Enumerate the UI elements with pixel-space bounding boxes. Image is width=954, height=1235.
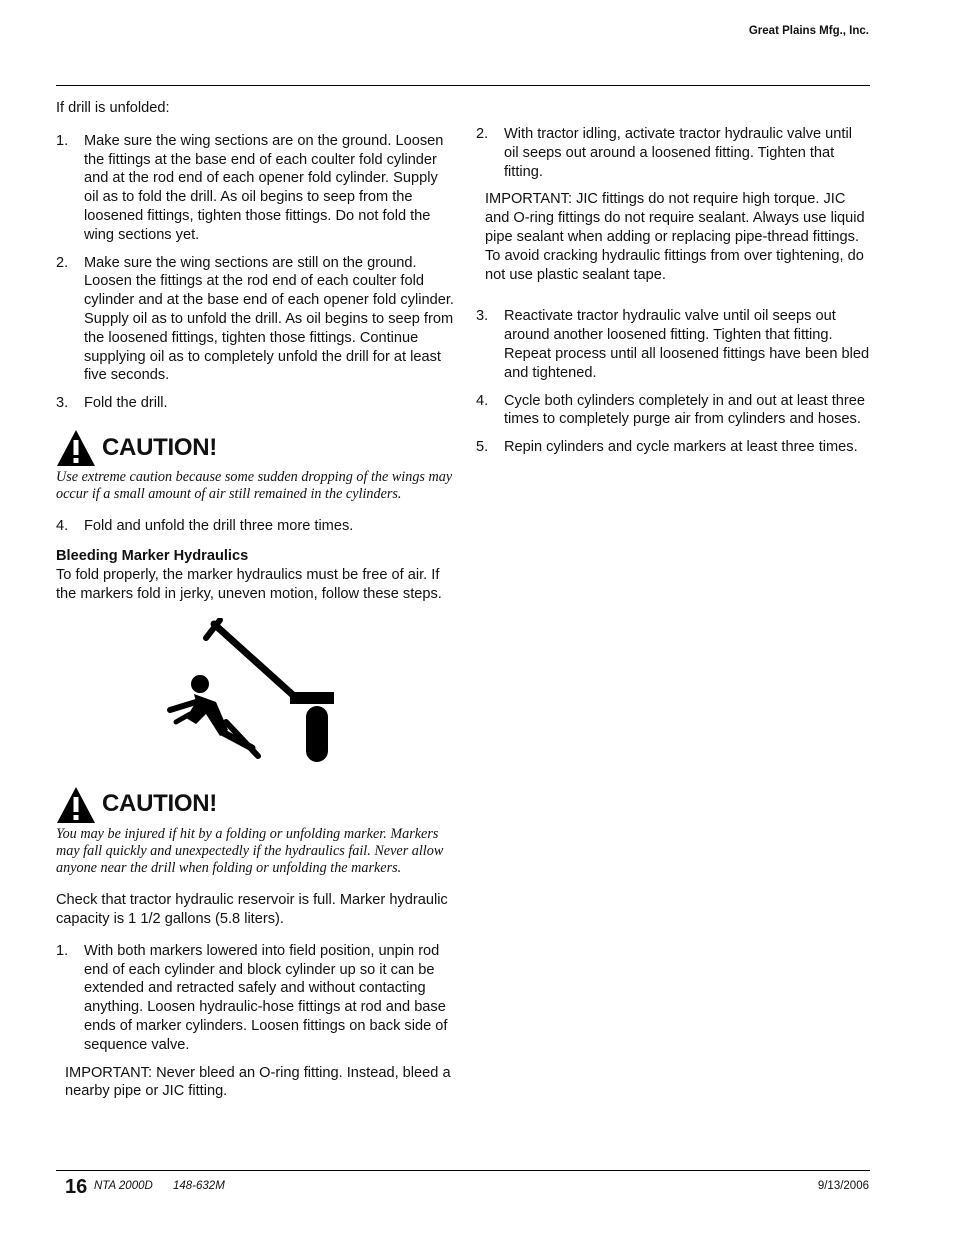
step-number: 3. [476,308,489,325]
step-text: Repin cylinders and cycle markers at least three times. [504,439,858,456]
caution-text: Use extreme caution because some sudden dropping of the wings may occur if a small amount of air still remained in the cylinders. [56,468,453,503]
caution-header [56,784,456,826]
footer-rule [56,1170,870,1171]
list-item [476,438,870,457]
list-item [476,307,870,382]
caution-title: CAUTION! [102,790,217,818]
publication-date: 9/13/2006 [817,1180,869,1192]
list-item [56,517,456,536]
step-number: 1. [56,942,69,959]
header-rule [56,85,870,86]
list-item [56,942,456,1055]
caution-box [56,784,456,878]
list-item [56,394,456,413]
falling-marker-hazard-icon [166,618,336,778]
list-item [476,125,870,181]
caution-text: You may be injured if hit by a folding or unfolding marker. Markers may fall quickly and unexpectedly if the hydraulics fail. Never allow anyone near the drill when folding or unfolding the markers. [56,825,444,876]
step-text: Make sure the wing sections are still on the ground. Loosen the fittings at the rod end of each coulter fold cylinder and at the base end of each opener fold cylinder. Supply oil as to unfold the drill. As oil begins to seep from the loosened fittings, tighten those fittings. Continue supplying oil as to completely unfold the drill for at least five seconds. [84,254,454,384]
company-name: Great Plains Mfg., Inc. [748,25,869,37]
step-number: 4. [476,392,489,409]
caution-box [56,427,456,503]
intro-text: If drill is unfolded: [56,100,170,116]
step-text: Cycle both cylinders completely in and out at least three times to completely purge air from cylinders and hoses. [504,392,865,428]
step-number: 4. [56,518,69,535]
section-text: To fold properly, the marker hydraulics must be free of air. If the markers fold in jerky, uneven motion, follow these steps. [56,566,442,602]
step-number: 3. [56,395,69,412]
reservoir-text: Check that tractor hydraulic reservoir is full. Marker hydraulic capacity is 1 1/2 gallons (5.8 liters). [56,892,448,927]
caution-title: CAUTION! [102,433,217,461]
left-column [56,99,456,1101]
hazard-figure [56,618,456,778]
important-note: IMPORTANT: JIC fittings do not require high torque. JIC and O-ring fittings do not require sealant. Always use liquid pipe sealant when adding or replacing pipe-thread fittings. To avoid cracking hydraulic fittings from over tightening, do not use plastic sealant tape. [485,191,865,283]
step-text: Fold the drill. [84,395,168,412]
step-text: With tractor idling, activate tractor hydraulic valve until oil seeps out around a loosened fitting. Tighten that fitting. [504,126,852,180]
step-number: 1. [56,132,69,149]
list-item [56,132,456,245]
list-item [56,254,456,386]
step-text: Make sure the wing sections are on the ground. Loosen the fittings at the base end of each coulter fold cylinder and at the rod end of each opener fold cylinder. Supply oil as to fold the drill. As oil begins to seep from the loosened fittings, tighten those fittings. Do not fold the wing sections yet. [84,132,444,243]
step-text: With both markers lowered into field position, unpin rod end of each cylinder and block cylinder up so it can be extended and retracted safely and without contacting anything. Loosen hydraulic-hose fittings at rod and base ends of marker cylinders. Loosen fittings on back side of sequence valve. [84,942,448,1053]
step-number: 5. [476,439,489,456]
section-heading: Bleeding Marker Hydraulics [56,548,249,565]
caution-header [56,427,456,469]
page-number: 16 [65,1176,88,1198]
step-number: 2. [476,126,489,142]
right-column [476,125,876,457]
steps-list-a [56,132,456,413]
step-number: 2. [56,254,69,271]
step-text: Fold and unfold the drill three more times. [84,518,354,535]
important-note: IMPORTANT: Never bleed an O-ring fitting. Instead, bleed a nearby pipe or JIC fitting. [65,1064,451,1100]
model-code: NTA 2000D [94,1180,153,1192]
warning-triangle-icon [56,786,96,824]
list-item [476,392,870,430]
part-number: 148-632M [173,1180,225,1192]
steps-list-b [56,942,456,1055]
warning-triangle-icon [56,429,96,467]
step-text: Reactivate tractor hydraulic valve until oil seeps out around another loosened fitting. Tighten that fitting. Repeat process until all loosened fittings have been bled and tightened. [504,308,870,381]
steps-list-right [476,307,870,457]
